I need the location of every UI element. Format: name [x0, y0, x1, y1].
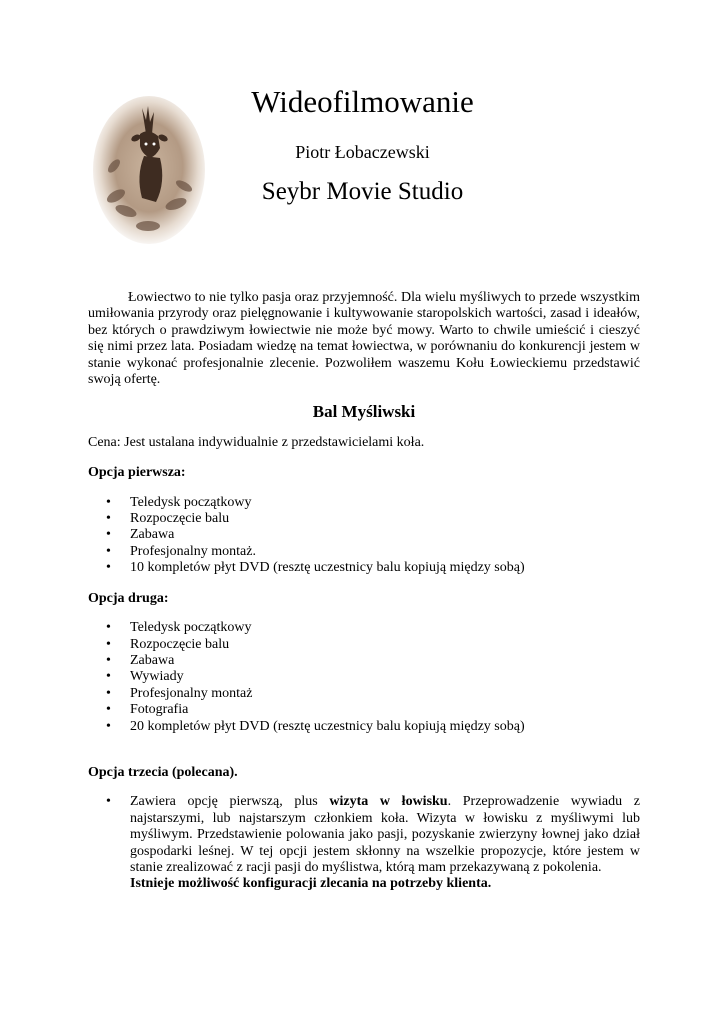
option3-description — [88, 794, 640, 892]
list-item: • Zabawa — [88, 653, 640, 669]
section-heading: Bal Myśliwski — [312, 402, 416, 422]
option3-title: Opcja trzecia (polecana). — [88, 764, 238, 780]
list-item: • Fotografia — [88, 702, 640, 718]
list-item: • 20 kompletów płyt DVD (resztę uczestnicy balu kopiują między sobą) — [88, 719, 640, 735]
list-item: • Teledysk początkowy — [88, 495, 640, 511]
list-item: • Teledysk początkowy — [88, 620, 640, 636]
option1-list — [88, 495, 640, 577]
price-text: Cena: Jest ustalana indywidualnie z przedstawicielami koła. — [88, 434, 425, 450]
document-body — [88, 290, 640, 893]
list-item: • 10 kompletów płyt DVD (resztę uczestnicy balu kopiują między sobą) — [88, 560, 640, 576]
list-item: • Profesjonalny montaż. — [88, 544, 640, 560]
list-item: • Wywiady — [88, 669, 640, 685]
option1-title: Opcja pierwsza: — [88, 465, 186, 481]
author-name: Piotr Łobaczewski — [295, 142, 430, 162]
option3-text-start: Zawiera opcję pierwszą, plus — [130, 794, 330, 810]
option3-list — [88, 794, 640, 892]
studio-name: Seybr Movie Studio — [261, 178, 464, 205]
list-item: • Rozpoczęcie balu — [88, 511, 640, 527]
option2-title: Opcja druga: — [88, 590, 169, 606]
option2-list — [88, 620, 640, 735]
deer-vignette-icon — [86, 86, 212, 252]
list-item: • Zabawa — [88, 527, 640, 543]
option3-highlight: wizyta w łowisku — [329, 794, 448, 810]
page-title: Wideofilmowanie — [251, 84, 474, 119]
list-item: • Rozpoczęcie balu — [88, 637, 640, 653]
intro-paragraph: Łowiectwo to nie tylko pasja oraz przyjemność. Dla wielu myśliwych to przede wszystkim umiłowania przyrody oraz pielęgnowanie i kultywowanie staropolskich wartości, zasad i ideałów, bez których o prawdziwym łowiectwie nie może być mowy. Warto to chwile umieścić i cieszyć się nimi przez lata. Posiadam wiedzę na temat łowiectwa, w porównaniu do konkurencji jestem w stanie wykonać profesjonalnie zlecenie. Pozwoliłem waszemu Kołu Łowieckiemu przedstawić swoją ofertę. — [88, 290, 640, 388]
list-item: • Profesjonalny montaż — [88, 686, 640, 702]
option3-closing: Istnieje możliwość konfiguracji zlecania na potrzeby klienta. — [130, 876, 492, 892]
option3-text-end: . Przeprowadzenie wywiadu z najstarszymi, lub najstarszym członkiem koła. Wizyta w łowisku z myśliwymi lub myśliwym. Przedstawienie polowania jako pasji, pozyskanie zwierzyny łownej jako dział gospodarki leśnej. W tej opcji jestem skłonny na wszelkie propozycje, które jestem w stanie zrealizować z racji pasji do myślistwa, którą mam przekazywaną z pokolenia. — [130, 794, 641, 875]
